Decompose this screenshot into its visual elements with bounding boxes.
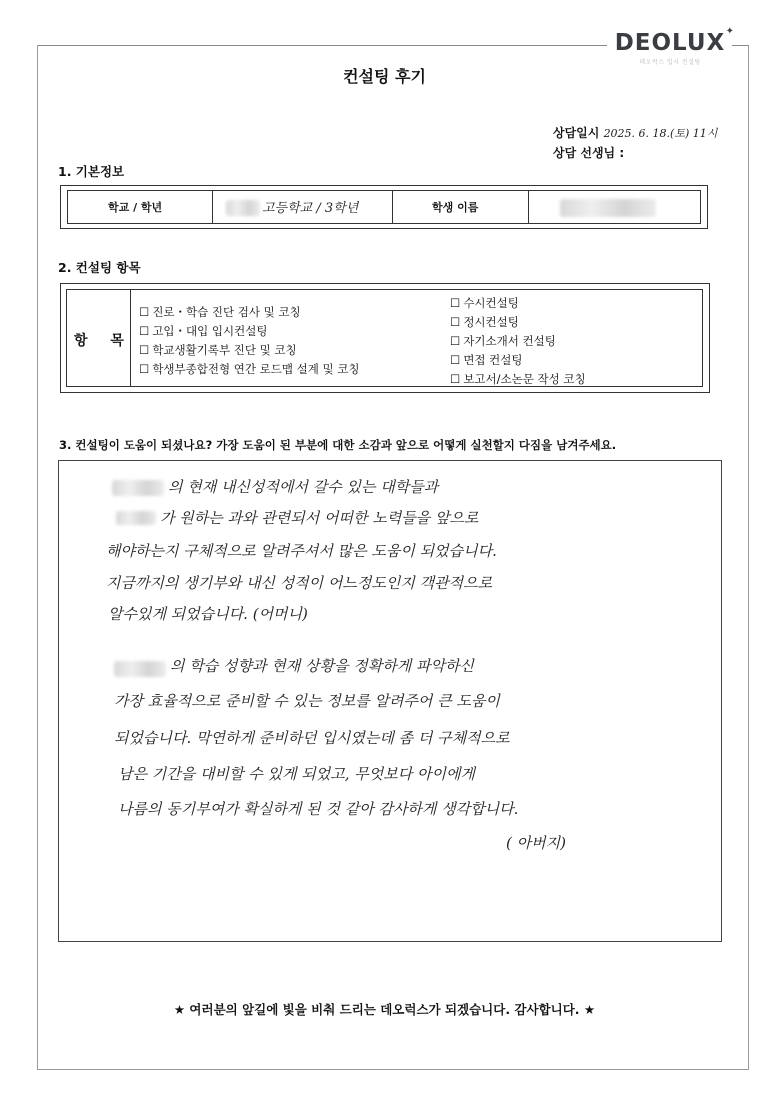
checkbox-label: 수시컨설팅	[463, 296, 519, 310]
checkbox-label: 학생부종합전형 연간 로드맵 설계 및 코칭	[152, 362, 360, 376]
handwritten-line: 남은 기간을 대비할 수 있게 되었고, 무엇보다 아이에게	[118, 765, 475, 783]
handwritten-line: 알수있게 되었습니다. (어머니)	[108, 605, 308, 623]
checkbox-icon: ☐	[450, 296, 461, 310]
handwritten-line: 가장 효율적으로 준비할 수 있는 정보를 알려주어 큰 도움이	[114, 692, 500, 710]
student-name-label: 학생 이름	[432, 201, 479, 214]
redacted-student-name	[114, 661, 166, 677]
handwritten-signature-line: ( 아버지)	[506, 834, 566, 852]
handwritten-line: 의 현재 내신성적에서 갈수 있는 대학들과	[168, 478, 439, 496]
frame-top-line	[37, 45, 607, 46]
checkbox-label: 면접 컨설팅	[463, 353, 523, 367]
info-divider-1	[212, 190, 213, 224]
frame-right-line	[748, 45, 749, 1069]
redacted-student-name	[560, 199, 656, 217]
checkbox-label: 진로・학습 진단 검사 및 코칭	[152, 305, 301, 319]
redacted-student-name	[116, 511, 156, 525]
section3-title: 3. 컨설팅이 도움이 되셨나요? 가장 도움이 된 부분에 대한 소감과 앞으로 어떻게 실천할지 다짐을 남겨주세요.	[59, 438, 617, 452]
handwritten-line: 나름의 동기부여가 확실하게 된 것 같아 감사하게 생각합니다.	[118, 800, 519, 818]
checkbox-icon: ☐	[450, 372, 461, 386]
consult-date-value: 2025. 6. 18.(토) 11시	[603, 127, 718, 140]
checkbox-item-report[interactable]	[450, 371, 586, 387]
checkbox-item-jeongsi[interactable]	[450, 314, 519, 330]
frame-bottom-line	[37, 1069, 749, 1070]
school-grade-value: 고등학교 / 3학년	[262, 201, 359, 216]
checkbox-icon: ☐	[139, 362, 150, 376]
checkbox-item-roadmap[interactable]	[139, 361, 359, 377]
checkbox-icon: ☐	[139, 324, 150, 338]
page-title: 컨설팅 후기	[343, 67, 426, 86]
footer-message: ★ 여러분의 앞길에 빛을 비춰 드리는 데오럭스가 되겠습니다. 감사합니다. ★	[173, 1002, 596, 1017]
handwritten-line: 지금까지의 생기부와 내신 성적이 어느정도인지 객관적으로	[106, 574, 493, 592]
checkbox-item-susi[interactable]	[450, 295, 519, 311]
checkbox-icon: ☐	[139, 305, 150, 319]
checkbox-label: 자기소개서 컨설팅	[463, 334, 556, 348]
info-divider-2	[392, 190, 393, 224]
handwritten-line: 해야하는지 구체적으로 알려주셔서 많은 도움이 되었습니다.	[106, 542, 497, 560]
handwritten-line: 의 학습 성향과 현재 상황을 정확하게 파악하신	[170, 657, 474, 675]
handwritten-line: 가 원하는 과와 관련되서 어떠한 노력들을 앞으로	[160, 509, 479, 527]
deolux-logo	[612, 26, 734, 66]
checkbox-icon: ☐	[139, 343, 150, 357]
logo-star-icon: ✦	[725, 26, 734, 37]
checkbox-label: 학교생활기록부 진단 및 코칭	[152, 343, 297, 357]
consult-teacher: 상담 선생님 :	[553, 146, 625, 160]
checkbox-item-career-learning[interactable]	[139, 304, 301, 320]
handwritten-line: 되었습니다. 막연하게 준비하던 입시였는데 좀 더 구체적으로	[114, 729, 510, 747]
logo-subtitle: 데오럭스 입시 컨설팅	[639, 59, 701, 66]
section1-title: 1. 기본정보	[58, 164, 125, 179]
checkbox-label: 보고서/소논문 작성 코칭	[463, 372, 586, 386]
school-grade-label: 학교 / 학년	[108, 201, 163, 214]
consult-date	[553, 124, 717, 141]
checkbox-label: 정시컨설팅	[463, 315, 519, 329]
info-divider-3	[528, 190, 529, 224]
logo-text: DEOLUX	[614, 30, 726, 56]
checkbox-icon: ☐	[450, 353, 461, 367]
frame-top-line-right	[732, 45, 749, 46]
section2-title: 2. 컨설팅 항목	[58, 260, 141, 275]
checkbox-icon: ☐	[450, 315, 461, 329]
frame-left-line	[37, 45, 38, 1069]
checkbox-item-self-intro[interactable]	[450, 333, 556, 349]
redacted-school-name	[226, 200, 260, 216]
checkbox-item-interview[interactable]	[450, 352, 523, 368]
checkbox-label: 고입・대입 입시컨설팅	[152, 324, 268, 338]
checkbox-item-admission[interactable]	[139, 323, 267, 339]
checkbox-item-school-record[interactable]	[139, 342, 297, 358]
redacted-student-name	[112, 480, 164, 496]
consult-date-label: 상담일시	[553, 126, 600, 140]
items-label: 항 목	[74, 333, 133, 349]
checkbox-icon: ☐	[450, 334, 461, 348]
